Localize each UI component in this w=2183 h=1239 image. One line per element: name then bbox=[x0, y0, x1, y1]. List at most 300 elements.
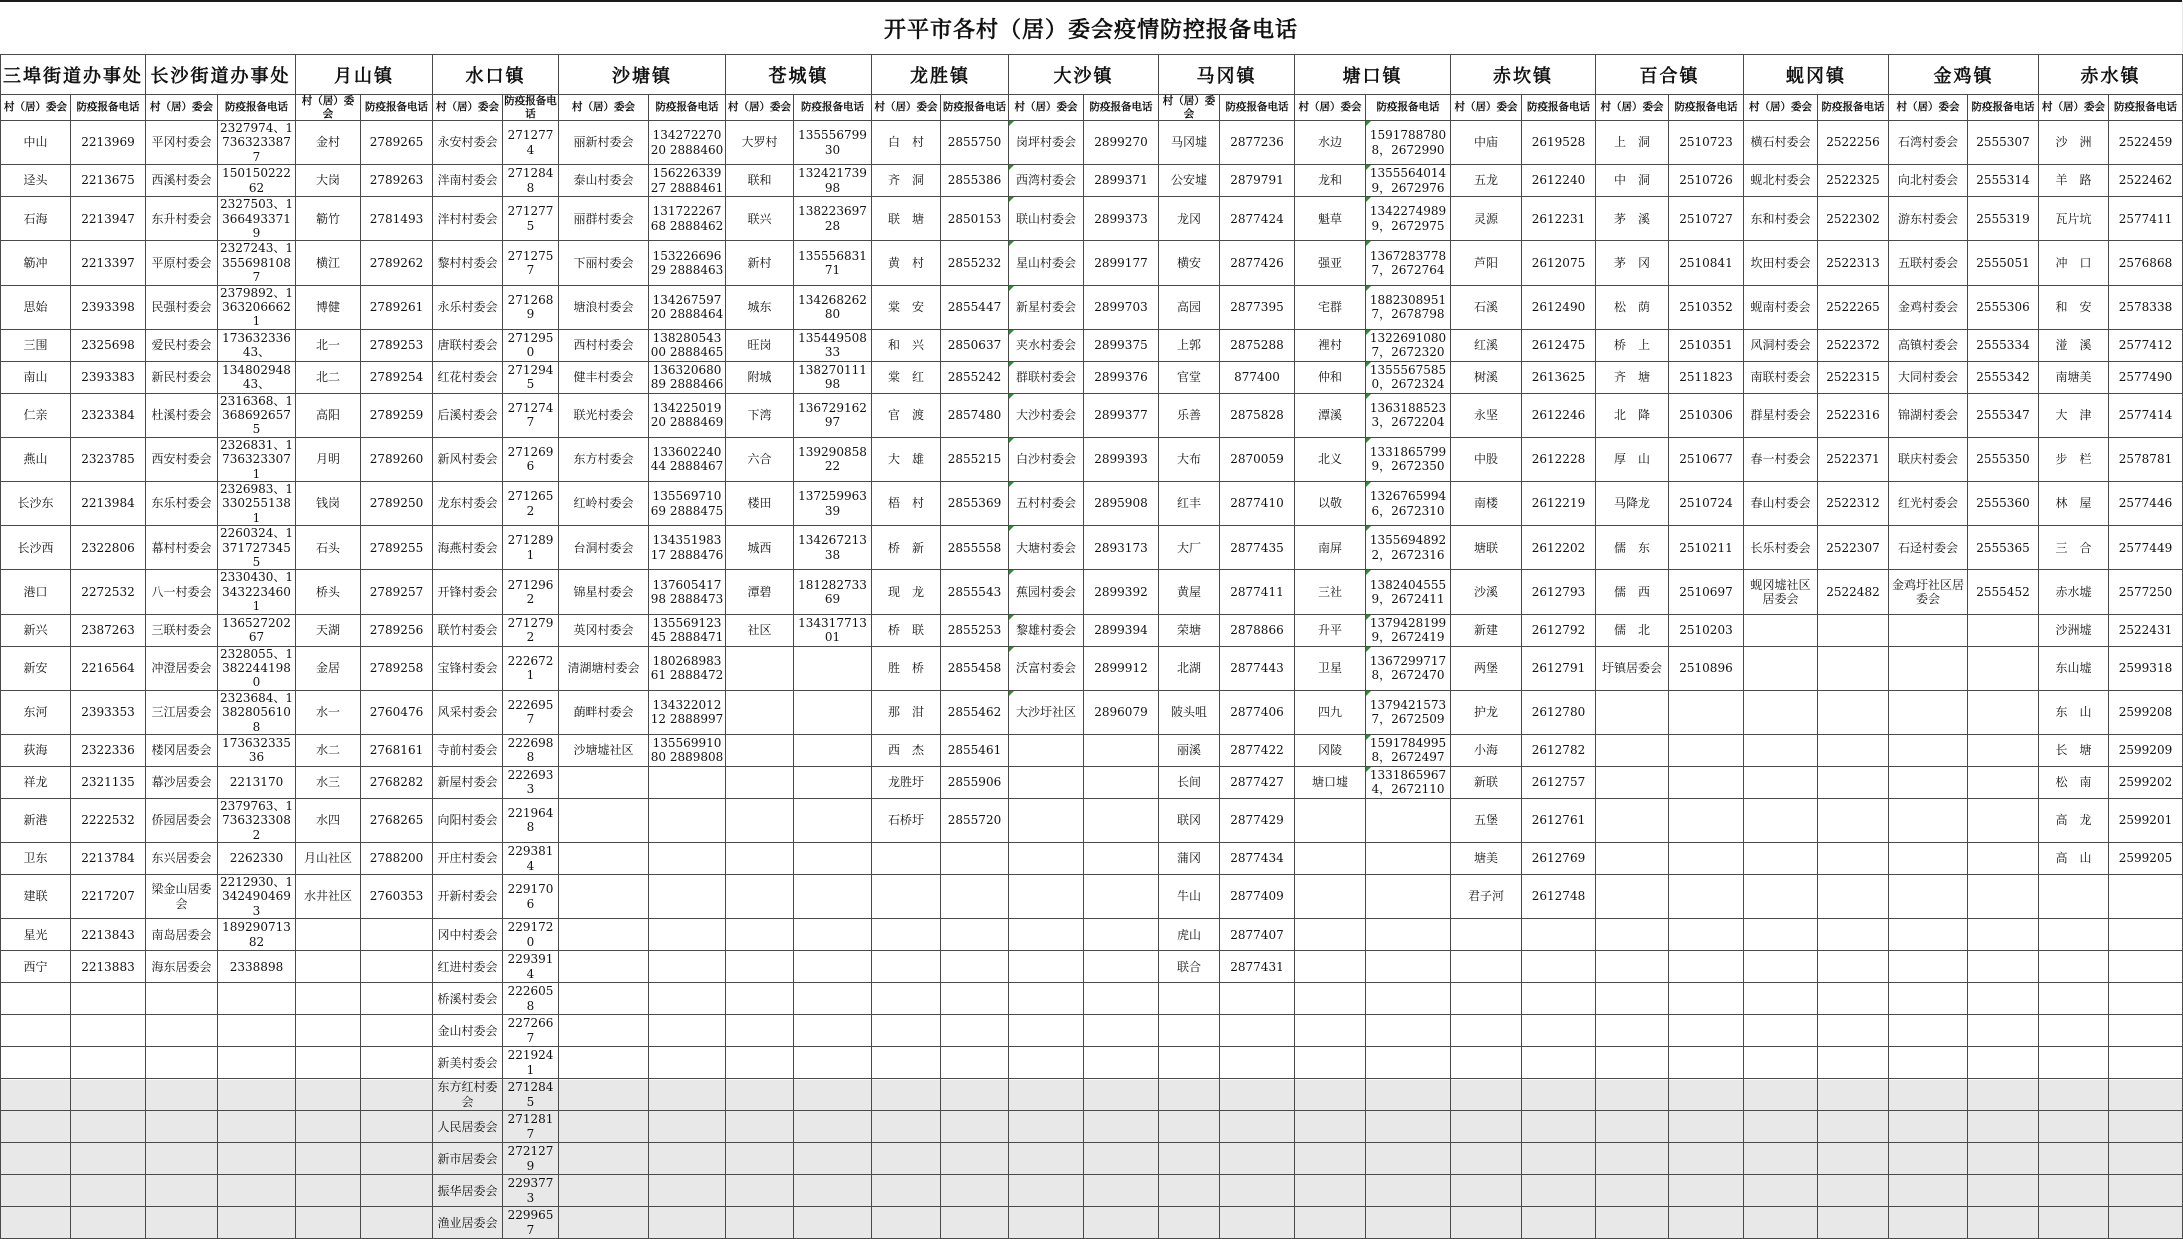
village-name-cell: 步 栏 bbox=[2039, 437, 2109, 481]
empty-cell bbox=[1669, 919, 1744, 951]
phone-number-cell: 2877407 bbox=[1220, 919, 1295, 951]
village-name-cell: 桥 上 bbox=[1596, 329, 1669, 361]
empty-cell bbox=[1084, 951, 1159, 983]
village-name-cell: 高镇村委会 bbox=[1889, 329, 1968, 361]
empty-cell bbox=[1009, 919, 1084, 951]
village-name-cell: 荣塘 bbox=[1159, 614, 1220, 646]
phone-number-cell: 2293914 bbox=[503, 951, 559, 983]
phone-number-cell: 13760541798 2888473 bbox=[649, 570, 726, 614]
title-row bbox=[0, 2, 2182, 54]
empty-cell bbox=[1084, 1175, 1159, 1207]
empty-cell bbox=[218, 1079, 296, 1111]
phone-number-cell: 2555307 bbox=[1968, 121, 2039, 165]
empty-cell bbox=[1889, 1047, 1968, 1079]
phone-number-cell: 2899393 bbox=[1084, 437, 1159, 481]
phone-number-cell: 13828054300 2888465 bbox=[649, 329, 726, 361]
empty-cell bbox=[1084, 1015, 1159, 1047]
village-name-cell: 长沙东 bbox=[1, 482, 71, 526]
village-name-cell: 联庆村委会 bbox=[1889, 437, 1968, 481]
phone-number-cell: 2712950 bbox=[503, 329, 559, 361]
empty-cell bbox=[1159, 1207, 1220, 1239]
village-name-cell: 茅 冈 bbox=[1596, 241, 1669, 285]
village-name-cell: 开庄村委会 bbox=[433, 843, 503, 875]
empty-cell bbox=[361, 983, 433, 1015]
empty-cell bbox=[1669, 1175, 1744, 1207]
empty-cell bbox=[1744, 1143, 1818, 1175]
empty-cell bbox=[1220, 1079, 1295, 1111]
village-name-cell: 大沙村委会 bbox=[1009, 393, 1084, 437]
table-row bbox=[1, 951, 2183, 983]
village-name-cell: 英冈村委会 bbox=[559, 614, 649, 646]
village-name-cell: 迳头 bbox=[1, 165, 71, 197]
phone-number-cell: 15917887808，2672990 bbox=[1366, 121, 1451, 165]
empty-cell bbox=[1295, 1175, 1366, 1207]
phone-number-cell: 2219241 bbox=[503, 1047, 559, 1079]
phone-number-cell: 2323684、13828056108 bbox=[218, 690, 296, 734]
village-name-cell: 黄屋 bbox=[1159, 570, 1220, 614]
empty-cell bbox=[1669, 690, 1744, 734]
phone-number-cell: 13556971069 2888475 bbox=[649, 482, 726, 526]
empty-cell bbox=[649, 919, 726, 951]
village-name-cell: 北一 bbox=[296, 329, 361, 361]
village-name-cell: 思始 bbox=[1, 285, 71, 329]
empty-cell bbox=[649, 798, 726, 842]
village-name-cell: 桥 联 bbox=[872, 614, 941, 646]
village-name-cell: 金鸡圩社区居委会 bbox=[1889, 570, 1968, 614]
village-name-cell: 赤水墟 bbox=[2039, 570, 2109, 614]
empty-cell bbox=[2109, 1111, 2183, 1143]
phone-number-cell: 13544950833 bbox=[794, 329, 872, 361]
table-row bbox=[1, 1207, 2183, 1239]
table-row bbox=[1, 570, 2183, 614]
empty-cell bbox=[872, 875, 941, 919]
phone-number-cell: 2555306 bbox=[1968, 285, 2039, 329]
empty-cell bbox=[794, 1111, 872, 1143]
phone-number-cell: 2789259 bbox=[361, 393, 433, 437]
empty-cell bbox=[872, 1015, 941, 1047]
phone-number-cell: 13172226768 2888462 bbox=[649, 197, 726, 241]
village-name-cell: 松 荫 bbox=[1596, 285, 1669, 329]
phone-number-cell: 2555365 bbox=[1968, 526, 2039, 570]
phone-number-cell: 2510352 bbox=[1669, 285, 1744, 329]
empty-cell bbox=[794, 1015, 872, 1047]
empty-cell bbox=[1596, 951, 1669, 983]
empty-cell bbox=[1669, 734, 1744, 766]
empty-cell bbox=[1818, 646, 1889, 690]
town-header: 马冈镇 bbox=[1159, 55, 1295, 95]
phone-number-cell: 2323785 bbox=[71, 437, 146, 481]
village-name-cell: 中股 bbox=[1451, 437, 1522, 481]
empty-cell bbox=[1889, 843, 1968, 875]
empty-cell bbox=[1366, 1111, 1451, 1143]
village-name-cell: 振华居委会 bbox=[433, 1175, 503, 1207]
empty-cell bbox=[1744, 1015, 1818, 1047]
village-name-cell: 水四 bbox=[296, 798, 361, 842]
empty-cell bbox=[1889, 766, 1968, 798]
phone-number-cell: 2213784 bbox=[71, 843, 146, 875]
empty-cell bbox=[1009, 1143, 1084, 1175]
empty-cell bbox=[1009, 875, 1084, 919]
village-name-cell: 强亚 bbox=[1295, 241, 1366, 285]
phone-number-cell: 2330430、13432234601 bbox=[218, 570, 296, 614]
village-name-cell: 西安村委会 bbox=[146, 437, 218, 481]
phone-number-cell: 2327974、17363233877 bbox=[218, 121, 296, 165]
empty-cell bbox=[559, 766, 649, 798]
empty-cell bbox=[726, 1079, 794, 1111]
empty-cell bbox=[71, 1047, 146, 1079]
phone-number-cell: 2612793 bbox=[1522, 570, 1596, 614]
village-name-cell: 簕冲 bbox=[1, 241, 71, 285]
sub-header-village: 村（居）委会 bbox=[296, 95, 361, 121]
empty-cell bbox=[1596, 1047, 1669, 1079]
village-name-cell: 平冈村委会 bbox=[146, 121, 218, 165]
village-name-cell: 北义 bbox=[1295, 437, 1366, 481]
empty-cell bbox=[2039, 951, 2109, 983]
phone-number-cell: 13555640149，2672976 bbox=[1366, 165, 1451, 197]
sub-header-village: 村（居）委会 bbox=[2039, 95, 2109, 121]
empty-cell bbox=[941, 1111, 1009, 1143]
table-row bbox=[1, 614, 2183, 646]
empty-cell bbox=[296, 1047, 361, 1079]
table-row bbox=[1, 165, 2183, 197]
empty-cell bbox=[1451, 1015, 1522, 1047]
sub-header-village: 村（居）委会 bbox=[1, 95, 71, 121]
village-name-cell: 乐善 bbox=[1159, 393, 1220, 437]
village-name-cell: 水二 bbox=[296, 734, 361, 766]
phone-number-cell: 2789258 bbox=[361, 646, 433, 690]
phone-number-cell: 13794215737，2672509 bbox=[1366, 690, 1451, 734]
phone-number-cell: 2612757 bbox=[1522, 766, 1596, 798]
village-name-cell: 蚬南村委会 bbox=[1744, 285, 1818, 329]
village-name-cell: 星光 bbox=[1, 919, 71, 951]
village-name-cell: 马冈墟 bbox=[1159, 121, 1220, 165]
table-row bbox=[1, 1175, 2183, 1207]
empty-cell bbox=[1159, 1175, 1220, 1207]
phone-number-cell: 2712891 bbox=[503, 526, 559, 570]
phone-number-cell: 2576868 bbox=[2109, 241, 2183, 285]
empty-cell bbox=[559, 983, 649, 1015]
empty-cell bbox=[726, 1207, 794, 1239]
empty-cell bbox=[1522, 951, 1596, 983]
village-name-cell: 君子河 bbox=[1451, 875, 1522, 919]
empty-cell bbox=[1818, 983, 1889, 1015]
phone-number-cell: 2870059 bbox=[1220, 437, 1295, 481]
phone-number-cell: 2379892、13632066621 bbox=[218, 285, 296, 329]
phone-number-cell: 2577411 bbox=[2109, 197, 2183, 241]
village-name-cell: 东升村委会 bbox=[146, 197, 218, 241]
village-name-cell: 升平 bbox=[1295, 614, 1366, 646]
village-name-cell: 星山村委会 bbox=[1009, 241, 1084, 285]
village-name-cell: 泮南村委会 bbox=[433, 165, 503, 197]
village-name-cell: 裡村 bbox=[1295, 329, 1366, 361]
empty-cell bbox=[1366, 951, 1451, 983]
table-row bbox=[1, 361, 2183, 393]
phone-number-cell: 2213969 bbox=[71, 121, 146, 165]
village-name-cell: 灵源 bbox=[1451, 197, 1522, 241]
empty-cell bbox=[2039, 1079, 2109, 1111]
empty-cell bbox=[2039, 919, 2109, 951]
empty-cell bbox=[1744, 1175, 1818, 1207]
empty-cell bbox=[726, 951, 794, 983]
phone-number-cell: 13929085822 bbox=[794, 437, 872, 481]
empty-cell bbox=[1084, 1047, 1159, 1079]
empty-cell bbox=[1968, 614, 2039, 646]
empty-cell bbox=[559, 875, 649, 919]
empty-cell bbox=[71, 983, 146, 1015]
empty-cell bbox=[1818, 951, 1889, 983]
phone-number-cell: 2781493 bbox=[361, 197, 433, 241]
empty-cell bbox=[1818, 690, 1889, 734]
village-name-cell: 新风村委会 bbox=[433, 437, 503, 481]
village-name-cell: 联冈 bbox=[1159, 798, 1220, 842]
village-name-cell: 龙胜圩 bbox=[872, 766, 941, 798]
village-name-cell: 联竹村委会 bbox=[433, 614, 503, 646]
phone-number-cell: 2522482 bbox=[1818, 570, 1889, 614]
empty-cell bbox=[1084, 843, 1159, 875]
village-name-cell: 向阳村委会 bbox=[433, 798, 503, 842]
village-name-cell: 水三 bbox=[296, 766, 361, 798]
village-name-cell: 横安 bbox=[1159, 241, 1220, 285]
village-name-cell: 以敬 bbox=[1295, 482, 1366, 526]
village-name-cell: 东和村委会 bbox=[1744, 197, 1818, 241]
empty-cell bbox=[1, 1015, 71, 1047]
phone-number-cell: 2877424 bbox=[1220, 197, 1295, 241]
empty-cell bbox=[1596, 1143, 1669, 1175]
phone-number-cell: 2577414 bbox=[2109, 393, 2183, 437]
village-name-cell: 唐联村委会 bbox=[433, 329, 503, 361]
village-name-cell: 红光村委会 bbox=[1889, 482, 1968, 526]
village-name-cell: 大岗 bbox=[296, 165, 361, 197]
village-name-cell: 新星村委会 bbox=[1009, 285, 1084, 329]
phone-number-cell: 2612792 bbox=[1522, 614, 1596, 646]
empty-cell bbox=[1295, 951, 1366, 983]
empty-cell bbox=[1451, 1207, 1522, 1239]
sub-header-village: 村（居）委会 bbox=[559, 95, 649, 121]
phone-number-cell: 2877434 bbox=[1220, 843, 1295, 875]
phone-number-cell: 2577412 bbox=[2109, 329, 2183, 361]
phone-number-cell: 2855215 bbox=[941, 437, 1009, 481]
empty-cell bbox=[872, 1079, 941, 1111]
phone-number-cell: 2522315 bbox=[1818, 361, 1889, 393]
empty-cell bbox=[1889, 1143, 1968, 1175]
empty-cell bbox=[1596, 1111, 1669, 1143]
sub-header-phone: 防疫报备电话 bbox=[1669, 95, 1744, 121]
town-header: 水口镇 bbox=[433, 55, 559, 95]
village-name-cell: 风采村委会 bbox=[433, 690, 503, 734]
phone-number-cell: 2510211 bbox=[1669, 526, 1744, 570]
phone-number-cell: 2578781 bbox=[2109, 437, 2183, 481]
phone-number-cell: 2877411 bbox=[1220, 570, 1295, 614]
phone-number-cell: 2712775 bbox=[503, 197, 559, 241]
table-row bbox=[1, 766, 2183, 798]
village-name-cell: 金居 bbox=[296, 646, 361, 690]
phone-number-cell: 2855558 bbox=[941, 526, 1009, 570]
phone-number-cell: 2510727 bbox=[1669, 197, 1744, 241]
empty-cell bbox=[1084, 1079, 1159, 1111]
village-name-cell: 东山墟 bbox=[2039, 646, 2109, 690]
phone-number-cell: 2555342 bbox=[1968, 361, 2039, 393]
empty-cell bbox=[1522, 1047, 1596, 1079]
sub-header-phone: 防疫报备电话 bbox=[1522, 95, 1596, 121]
empty-cell bbox=[1451, 919, 1522, 951]
phone-number-cell: 2877427 bbox=[1220, 766, 1295, 798]
village-name-cell: 陂头咀 bbox=[1159, 690, 1220, 734]
empty-cell bbox=[1295, 1079, 1366, 1111]
village-name-cell: 月明 bbox=[296, 437, 361, 481]
village-name-cell: 港口 bbox=[1, 570, 71, 614]
village-name-cell: 石海 bbox=[1, 197, 71, 241]
phone-number-cell: 2510896 bbox=[1669, 646, 1744, 690]
empty-cell bbox=[1159, 1047, 1220, 1079]
village-name-cell: 楼田 bbox=[726, 482, 794, 526]
village-name-cell: 三围 bbox=[1, 329, 71, 361]
phone-number-cell: 2877426 bbox=[1220, 241, 1295, 285]
phone-number-cell: 2896079 bbox=[1084, 690, 1159, 734]
phone-number-cell: 2216564 bbox=[71, 646, 146, 690]
empty-cell bbox=[1009, 1047, 1084, 1079]
phone-number-cell: 13822369728 bbox=[794, 197, 872, 241]
empty-cell bbox=[872, 951, 941, 983]
empty-cell bbox=[649, 951, 726, 983]
village-name-cell: 和 兴 bbox=[872, 329, 941, 361]
empty-cell bbox=[726, 1111, 794, 1143]
empty-cell bbox=[794, 734, 872, 766]
phone-number-cell: 2522371 bbox=[1818, 437, 1889, 481]
phone-number-cell: 2899376 bbox=[1084, 361, 1159, 393]
phone-number-cell: 2510841 bbox=[1669, 241, 1744, 285]
phone-number-cell: 2226721 bbox=[503, 646, 559, 690]
table-row bbox=[1, 329, 2183, 361]
empty-cell bbox=[71, 1175, 146, 1207]
empty-cell bbox=[1968, 875, 2039, 919]
empty-cell bbox=[559, 1079, 649, 1111]
phone-number-cell: 13426721338 bbox=[794, 526, 872, 570]
sub-header-phone: 防疫报备电话 bbox=[1366, 95, 1451, 121]
village-name-cell: 夹水村委会 bbox=[1009, 329, 1084, 361]
phone-number-cell: 877400 bbox=[1220, 361, 1295, 393]
phone-number-cell: 2599208 bbox=[2109, 690, 2183, 734]
empty-cell bbox=[2109, 1079, 2183, 1111]
phone-number-cell: 2612490 bbox=[1522, 285, 1596, 329]
empty-cell bbox=[71, 1079, 146, 1111]
village-name-cell: 金鸡村委会 bbox=[1889, 285, 1968, 329]
village-name-cell: 楼冈居委会 bbox=[146, 734, 218, 766]
empty-cell bbox=[1084, 1143, 1159, 1175]
village-name-cell: 高阳 bbox=[296, 393, 361, 437]
village-name-cell: 塘美 bbox=[1451, 843, 1522, 875]
empty-cell bbox=[71, 1111, 146, 1143]
phone-number-cell: 2899371 bbox=[1084, 165, 1159, 197]
empty-cell bbox=[1366, 983, 1451, 1015]
village-name-cell: 渔业居委会 bbox=[433, 1207, 503, 1239]
empty-cell bbox=[1084, 919, 1159, 951]
sub-header-phone: 防疫报备电话 bbox=[941, 95, 1009, 121]
village-name-cell: 沙溪 bbox=[1451, 570, 1522, 614]
empty-cell bbox=[1451, 1175, 1522, 1207]
village-name-cell: 天湖 bbox=[296, 614, 361, 646]
empty-cell bbox=[726, 875, 794, 919]
village-name-cell: 上郭 bbox=[1159, 329, 1220, 361]
empty-cell bbox=[146, 1047, 218, 1079]
village-name-cell: 钱岗 bbox=[296, 482, 361, 526]
empty-cell bbox=[1818, 798, 1889, 842]
phone-number-cell: 2577446 bbox=[2109, 482, 2183, 526]
empty-cell bbox=[146, 1175, 218, 1207]
village-name-cell: 白沙村委会 bbox=[1009, 437, 1084, 481]
village-name-cell: 塘口墟 bbox=[1295, 766, 1366, 798]
empty-cell bbox=[872, 1175, 941, 1207]
empty-cell bbox=[1669, 766, 1744, 798]
phone-number-cell: 2213843 bbox=[71, 919, 146, 951]
phone-number-cell: 13555683171 bbox=[794, 241, 872, 285]
empty-cell bbox=[1968, 1015, 2039, 1047]
village-name-cell: 东乐村委会 bbox=[146, 482, 218, 526]
phone-number-cell: 13827011198 bbox=[794, 361, 872, 393]
phone-number-cell: 2213675 bbox=[71, 165, 146, 197]
village-name-cell: 永乐村委会 bbox=[433, 285, 503, 329]
phone-number-cell: 13267659946，2672310 bbox=[1366, 482, 1451, 526]
village-name-cell: 幕村村委会 bbox=[146, 526, 218, 570]
village-name-cell: 四九 bbox=[1295, 690, 1366, 734]
empty-cell bbox=[1522, 983, 1596, 1015]
phone-number-cell: 2213397 bbox=[71, 241, 146, 285]
document-title: 开平市各村（居）委会疫情防控报备电话 bbox=[883, 16, 1298, 43]
phone-number-cell: 2599318 bbox=[2109, 646, 2183, 690]
phone-number-cell: 2899392 bbox=[1084, 570, 1159, 614]
empty-cell bbox=[1968, 919, 2039, 951]
empty-cell bbox=[296, 1015, 361, 1047]
phone-number-cell: 2522265 bbox=[1818, 285, 1889, 329]
phone-number-cell: 2855386 bbox=[941, 165, 1009, 197]
village-name-cell: 北湖 bbox=[1159, 646, 1220, 690]
phone-number-cell: 17363233536 bbox=[218, 734, 296, 766]
village-name-cell: 龙冈 bbox=[1159, 197, 1220, 241]
phone-number-cell: 2899375 bbox=[1084, 329, 1159, 361]
empty-cell bbox=[1818, 875, 1889, 919]
phone-number-cell: 2878866 bbox=[1220, 614, 1295, 646]
empty-cell bbox=[296, 1079, 361, 1111]
village-name-cell: 三社 bbox=[1295, 570, 1366, 614]
empty-cell bbox=[649, 1047, 726, 1079]
phone-number-cell: 2855461 bbox=[941, 734, 1009, 766]
phone-number-cell: 2522462 bbox=[2109, 165, 2183, 197]
table-row bbox=[1, 482, 2183, 526]
phone-number-cell: 2612219 bbox=[1522, 482, 1596, 526]
phone-number-cell: 13427227020 2888460 bbox=[649, 121, 726, 165]
phone-number-cell: 13632068089 2888466 bbox=[649, 361, 726, 393]
phone-number-cell: 2322806 bbox=[71, 526, 146, 570]
empty-cell bbox=[649, 1015, 726, 1047]
village-name-cell: 新建 bbox=[1451, 614, 1522, 646]
village-name-cell: 塘联 bbox=[1451, 526, 1522, 570]
table-row bbox=[1, 734, 2183, 766]
village-name-cell: 西村村委会 bbox=[559, 329, 649, 361]
phone-number-cell: 2855720 bbox=[941, 798, 1009, 842]
phone-number-cell: 2855543 bbox=[941, 570, 1009, 614]
phone-number-cell: 2712757 bbox=[503, 241, 559, 285]
phone-number-cell: 13672837787，2672764 bbox=[1366, 241, 1451, 285]
empty-cell bbox=[559, 843, 649, 875]
empty-cell bbox=[1744, 1207, 1818, 1239]
sub-header-phone: 防疫报备电话 bbox=[218, 95, 296, 121]
empty-cell bbox=[1744, 875, 1818, 919]
village-name-cell: 大 雄 bbox=[872, 437, 941, 481]
village-name-cell: 大同村委会 bbox=[1889, 361, 1968, 393]
phone-number-cell: 2393383 bbox=[71, 361, 146, 393]
phone-number-cell: 2316368、13686926575 bbox=[218, 393, 296, 437]
empty-cell bbox=[2109, 951, 2183, 983]
village-name-cell: 官堂 bbox=[1159, 361, 1220, 393]
